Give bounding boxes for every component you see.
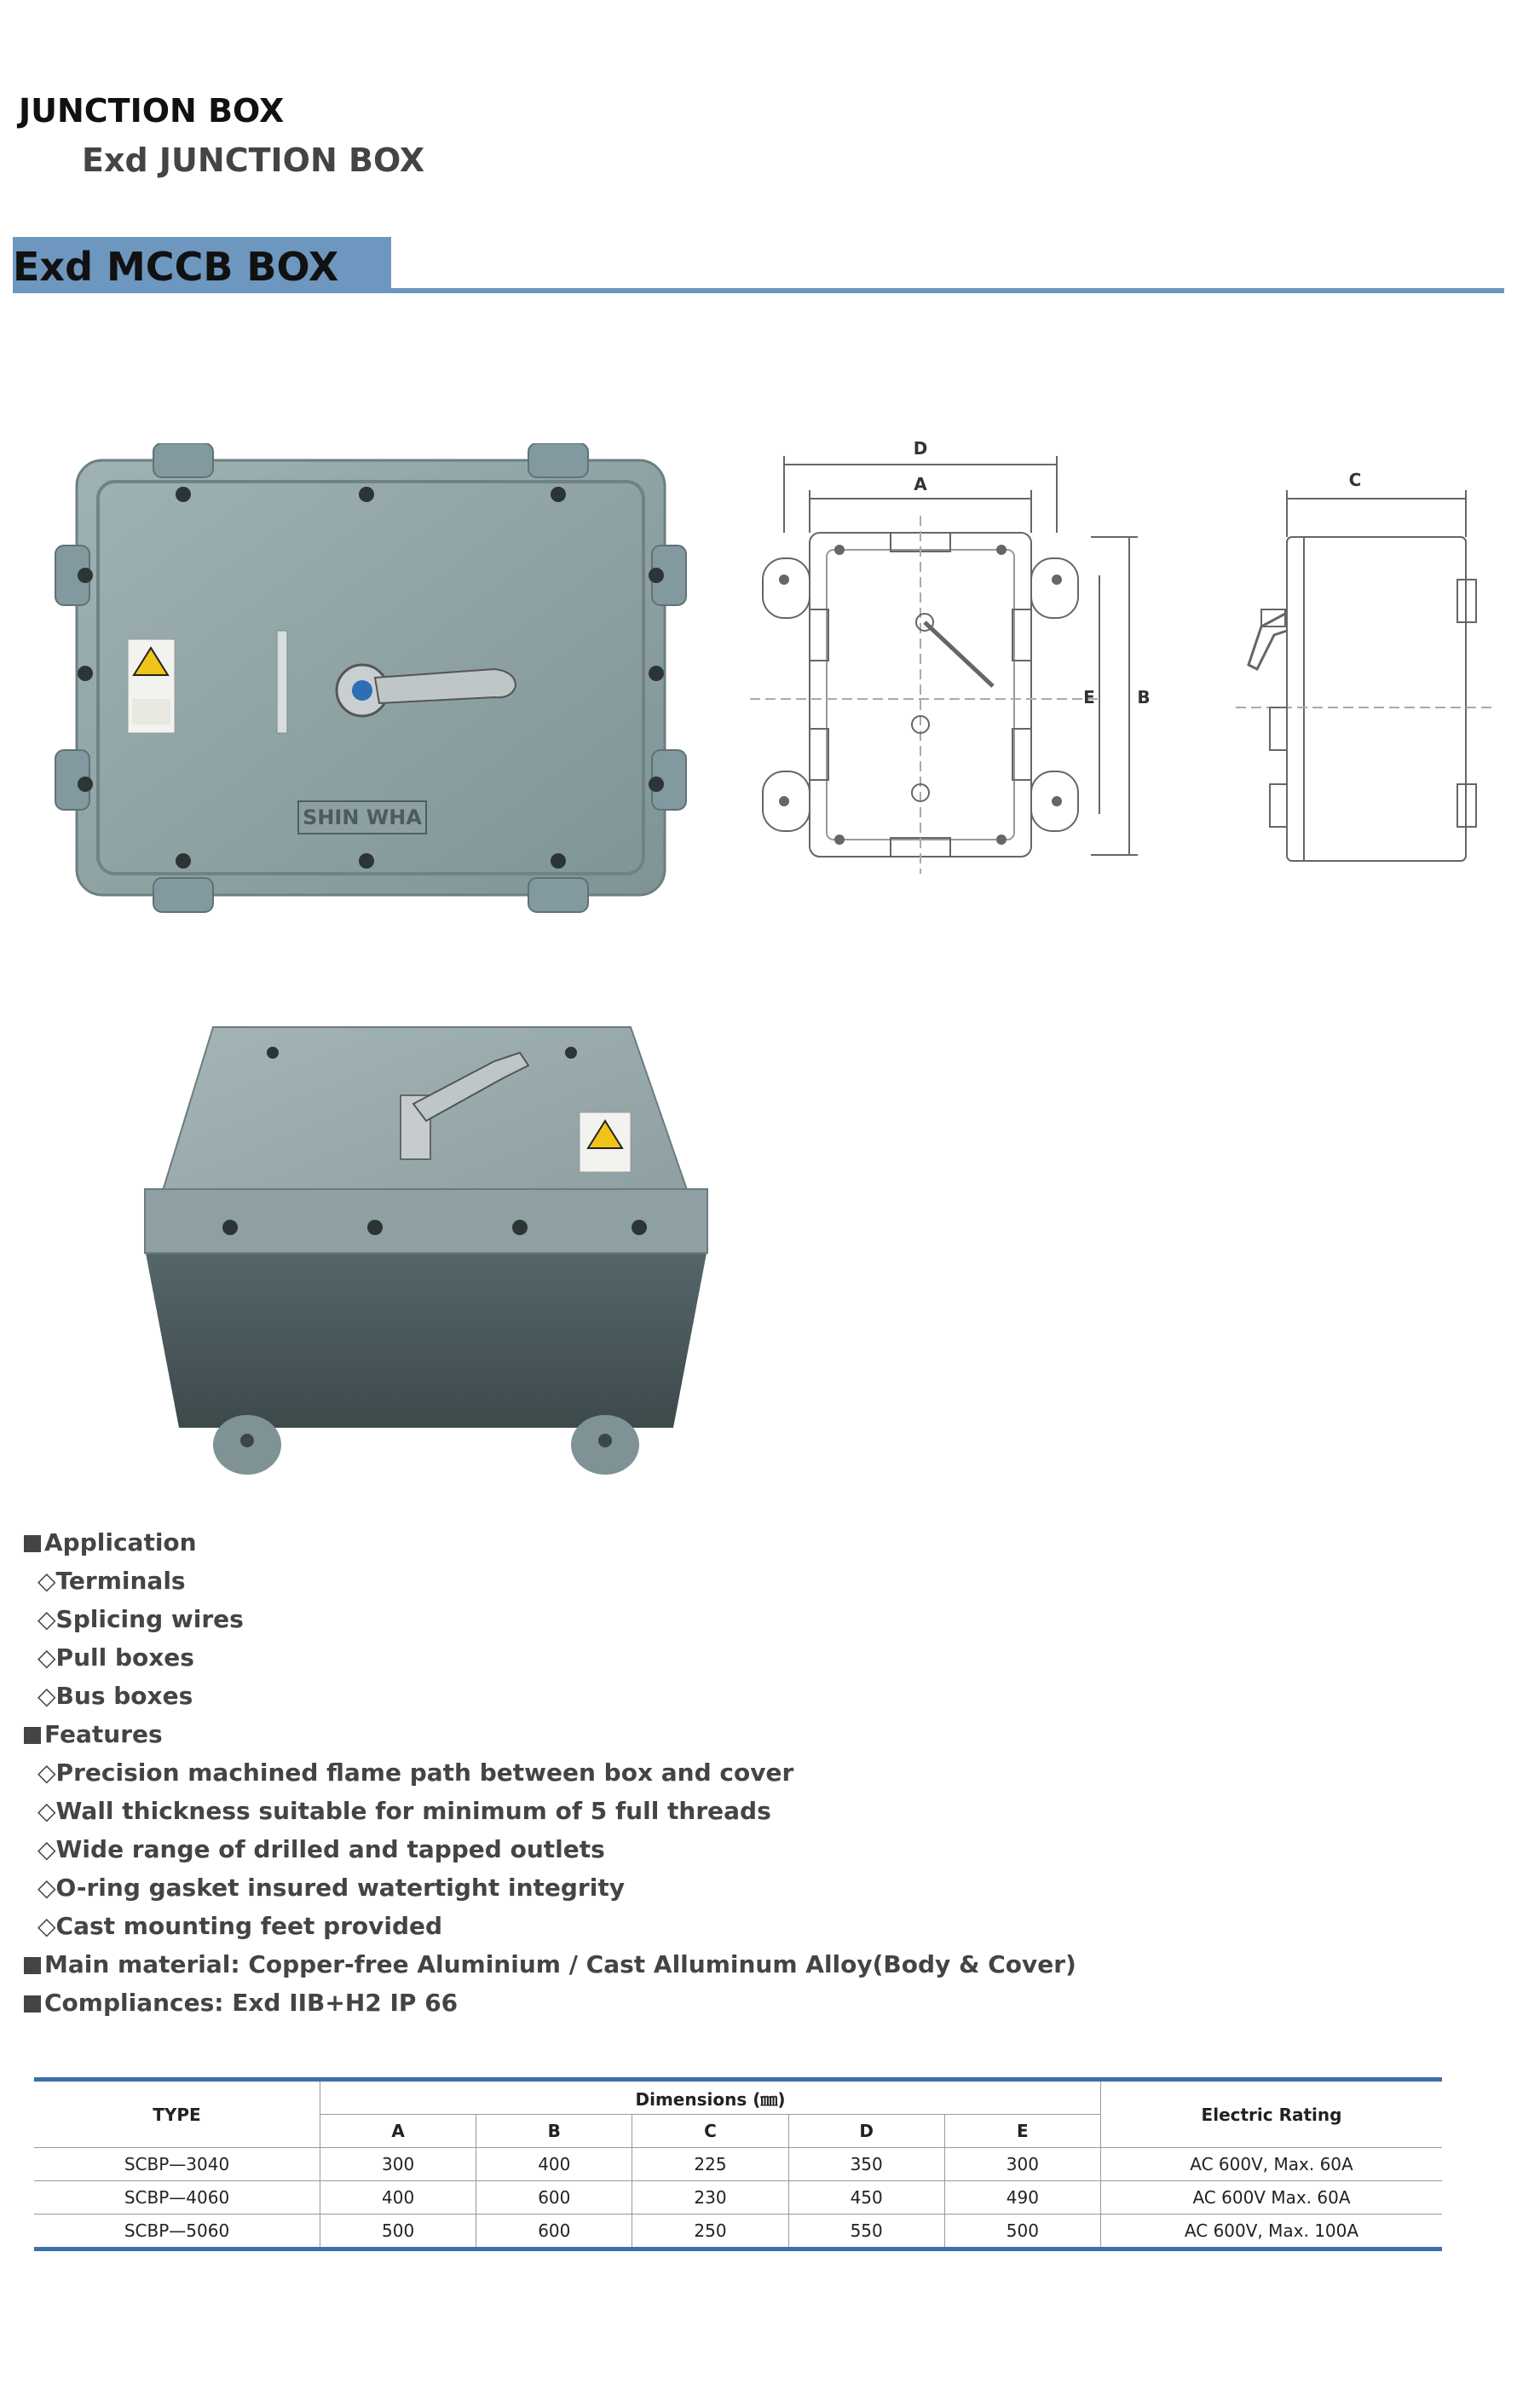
cell-type: SCBP—4060	[34, 2181, 320, 2215]
dim-label-d: D	[913, 438, 928, 459]
feature-item: ◇Wall thickness suitable for minimum of 5 full threads	[37, 1797, 771, 1825]
cell-c: 250	[632, 2215, 788, 2249]
dimensions-table	[34, 2077, 1442, 2251]
table-header-dimensions: Dimensions (㎜)	[320, 2080, 1101, 2115]
table-header-d: D	[788, 2115, 944, 2148]
diamond-bullet-icon: ◇	[37, 1912, 56, 1940]
cell-b: 400	[476, 2148, 632, 2181]
drawing-front-view	[741, 430, 1168, 882]
cell-a: 300	[320, 2148, 476, 2181]
application-item: ◇Pull boxes	[37, 1643, 194, 1672]
drawing-side-view	[1210, 460, 1500, 886]
cell-c: 225	[632, 2148, 788, 2181]
feature-item: ◇O-ring gasket insured watertight integrity	[37, 1874, 625, 1902]
table-header-b: B	[476, 2115, 632, 2148]
features-heading: Features	[24, 1716, 163, 1753]
page-subtitle: Exd JUNCTION BOX	[82, 141, 425, 179]
diamond-bullet-icon: ◇	[37, 1874, 56, 1902]
cell-b: 600	[476, 2181, 632, 2215]
cell-rating: AC 600V, Max. 100A	[1101, 2215, 1443, 2249]
cell-a: 500	[320, 2215, 476, 2249]
table-header-rating: Electric Rating	[1101, 2080, 1443, 2148]
section-title: Exd MCCB BOX	[13, 244, 339, 290]
product-photo-perspective	[128, 1002, 724, 1487]
feature-item: ◇Cast mounting feet provided	[37, 1912, 443, 1940]
table-header-c: C	[632, 2115, 788, 2148]
table-row	[34, 2148, 1442, 2181]
application-item: ◇Splicing wires	[37, 1605, 244, 1633]
table-row	[34, 2181, 1442, 2215]
dim-label-c: C	[1348, 470, 1362, 490]
square-bullet-icon	[24, 1957, 41, 1974]
square-bullet-icon	[24, 1995, 41, 2012]
cell-type: SCBP—5060	[34, 2215, 320, 2249]
cell-rating: AC 600V Max. 60A	[1101, 2181, 1443, 2215]
product-photo-front	[51, 443, 690, 929]
diamond-bullet-icon: ◇	[37, 1643, 56, 1672]
main-material: Main material: Copper-free Aluminium / Cast Alluminum Alloy(Body & Cover)	[24, 1946, 1076, 1984]
cell-c: 230	[632, 2181, 788, 2215]
dim-label-a: A	[914, 474, 927, 494]
diamond-bullet-icon: ◇	[37, 1682, 56, 1710]
table-row	[34, 2215, 1442, 2249]
cell-e: 490	[944, 2181, 1100, 2215]
application-item: ◇Terminals	[37, 1567, 186, 1595]
cell-b: 600	[476, 2215, 632, 2249]
diamond-bullet-icon: ◇	[37, 1797, 56, 1825]
application-item: ◇Bus boxes	[37, 1682, 193, 1710]
cell-d: 450	[788, 2181, 944, 2215]
cell-e: 300	[944, 2148, 1100, 2181]
cell-d: 350	[788, 2148, 944, 2181]
diamond-bullet-icon: ◇	[37, 1567, 56, 1595]
table-header-a: A	[320, 2115, 476, 2148]
square-bullet-icon	[24, 1727, 41, 1744]
page-title: JUNCTION BOX	[19, 92, 285, 130]
feature-item: ◇Wide range of drilled and tapped outlets	[37, 1835, 605, 1863]
cell-rating: AC 600V, Max. 60A	[1101, 2148, 1443, 2181]
feature-item: ◇Precision machined flame path between box and cover	[37, 1758, 794, 1787]
dim-label-e: E	[1083, 687, 1095, 707]
diamond-bullet-icon: ◇	[37, 1758, 56, 1787]
diamond-bullet-icon: ◇	[37, 1605, 56, 1633]
compliances: Compliances: Exd IIB+H2 IP 66	[24, 1984, 458, 2022]
cell-a: 400	[320, 2181, 476, 2215]
brand-mark: SHIN WHA	[303, 806, 422, 829]
cell-d: 550	[788, 2215, 944, 2249]
cell-type: SCBP—3040	[34, 2148, 320, 2181]
square-bullet-icon	[24, 1535, 41, 1552]
table-header-e: E	[944, 2115, 1100, 2148]
dim-label-b: B	[1137, 687, 1151, 707]
table-header-type: TYPE	[34, 2080, 320, 2148]
application-heading: Application	[24, 1524, 197, 1562]
cell-e: 500	[944, 2215, 1100, 2249]
diamond-bullet-icon: ◇	[37, 1835, 56, 1863]
